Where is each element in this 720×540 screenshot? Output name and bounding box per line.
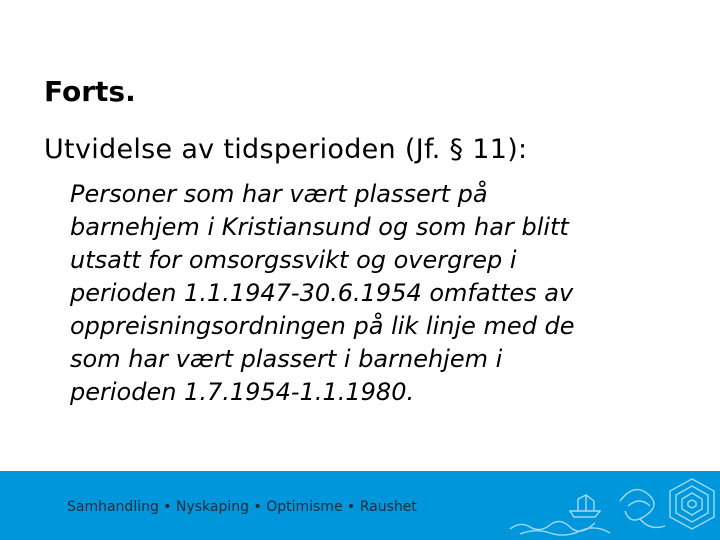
slide-subtitle: Utvidelse av tidsperioden (Jf. § 11): [44,134,528,165]
footer-tagline: Samhandling • Nyskaping • Optimisme • Raushet [67,499,417,515]
body-line: Personer som har vært plassert på [70,180,488,208]
slide-body [70,178,690,409]
body-line: barnehjem i Kristiansund og som har blitt [70,213,569,241]
body-line: perioden 1.1.1947-30.6.1954 omfattes av [70,279,574,307]
body-line: som har vært plassert i barnehjem i [70,345,503,373]
body-line: oppreisningsordningen på lik linje med de [70,312,575,340]
kristiansund-emblem-icon [500,471,720,540]
slide-title: Forts. [44,75,136,108]
body-line: perioden 1.7.1954-1.1.1980. [70,378,415,406]
body-line: utsatt for omsorgssvikt og overgrep i [70,246,517,274]
